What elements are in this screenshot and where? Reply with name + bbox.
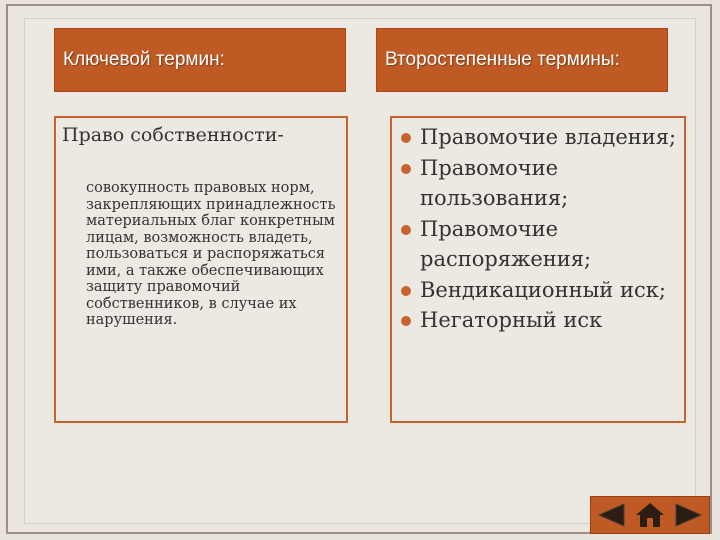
list-item (398, 214, 684, 275)
home-icon (634, 501, 666, 529)
list-item (398, 122, 684, 153)
list-item-text: Вендикационный иск; (420, 277, 666, 302)
list-item (398, 305, 684, 336)
secondary-terms-list (398, 122, 684, 336)
list-item (398, 153, 684, 214)
previous-slide-button[interactable] (594, 500, 628, 530)
list-item-text: Правомочие владения; (420, 125, 677, 149)
triangle-right-icon (674, 502, 704, 528)
secondary-terms-header-label: Второстепенные термины: (385, 49, 620, 70)
bullet-icon (401, 225, 411, 235)
list-item-text: Правомочие пользования; (420, 155, 569, 210)
triangle-left-icon (596, 502, 626, 528)
key-term-definition: совокупность правовых норм, закрепляющих принадлежность материальных благ конкретным лицам, возможность владеть, пользоваться и распоряжаться ими, а также обеспечивающих защиту правомочий собственников, в случае их нарушения. (86, 180, 336, 328)
bullet-icon (401, 133, 411, 143)
key-term-box (54, 116, 348, 423)
bullet-icon (401, 164, 411, 174)
list-item-text: Правомочие распоряжения; (420, 216, 592, 271)
secondary-terms-box (390, 116, 686, 423)
list-item (398, 275, 684, 306)
slide-navigation (590, 496, 710, 534)
list-item-text: Негаторный иск (420, 308, 603, 332)
secondary-terms-header (376, 28, 668, 92)
key-term-title: Право собственности- (62, 124, 284, 146)
key-term-header (54, 28, 346, 92)
next-slide-button[interactable] (672, 500, 706, 530)
bullet-icon (401, 316, 411, 326)
bullet-icon (401, 286, 411, 296)
key-term-header-label: Ключевой термин: (63, 49, 225, 70)
home-button[interactable] (633, 500, 667, 530)
